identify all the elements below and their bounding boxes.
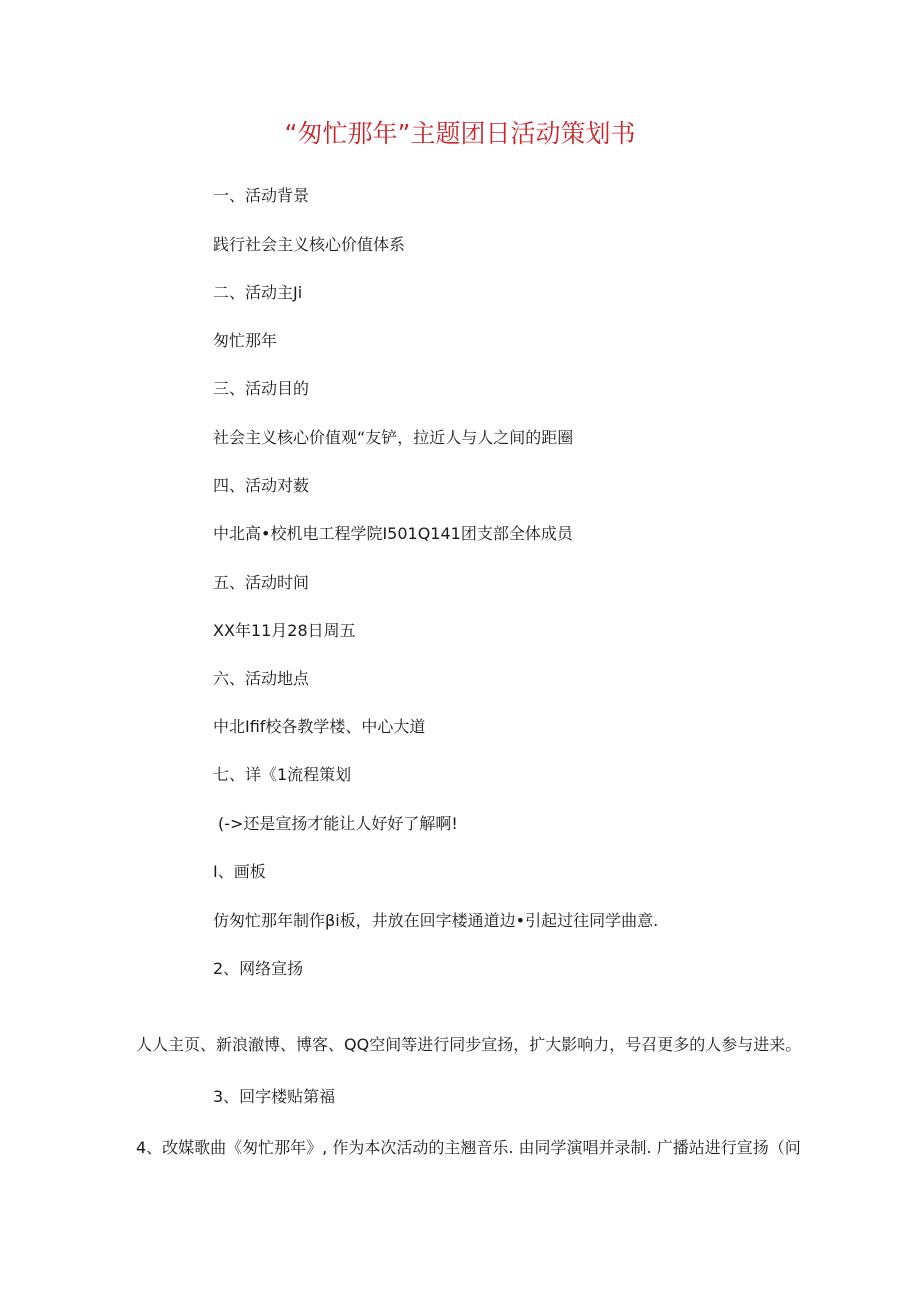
section-heading-theme: 二、活动主Ji [213,283,303,302]
section-heading-background: 一、活动背景 [213,186,310,205]
document-title: “匆忙那年”主题团日活动策划书 [284,119,636,148]
flow-intro: (->还是宣扬才能让人好好了解啊! [218,814,458,833]
flow-item-content-network: 人人主页、新浪澈博、博客、QQ空间等进行同步宣扬，扩大影响力，号召更多的人参与进来。 [136,1035,802,1054]
section-heading-purpose: 三、活动目的 [213,379,310,398]
section-heading-location: 六、活动地点 [213,669,310,688]
flow-item-label-board: I、画板 [213,862,266,881]
section-heading-flow: 七、详《1流程策划 [213,765,352,784]
section-content-background: 践行社会主义核心价值体系 [213,235,406,254]
flow-item-content-board: 仿匆忙那年制作βi板，井放在回字楼通道边•引起过往同学曲意. [213,911,659,930]
flow-item-label-song: 4、改媒歌曲《匆忙那年》, 作为本次活动的主翘音乐. 由同学演唱并录制. 广播站进行宣扬（问 [136,1138,801,1157]
section-content-purpose: 社会主义核心价值观“友铲，拉近人与人之间的距圈 [213,428,574,447]
section-content-location: 中北Ifif校各教学楼、中心大道 [213,717,426,736]
flow-item-label-network: 2、网络宣扬 [213,959,304,978]
section-content-theme: 匆忙那年 [213,331,278,350]
section-content-time: XX年11月28日周五 [213,621,356,640]
section-heading-time: 五、活动时间 [213,573,310,592]
section-heading-audience: 四、活动对薮 [213,476,310,495]
flow-item-label-poster: 3、回字楼贴第福 [213,1087,336,1106]
section-content-audience: 中北高•校机电工程学院I501Q141团支部全体成员 [213,524,573,543]
